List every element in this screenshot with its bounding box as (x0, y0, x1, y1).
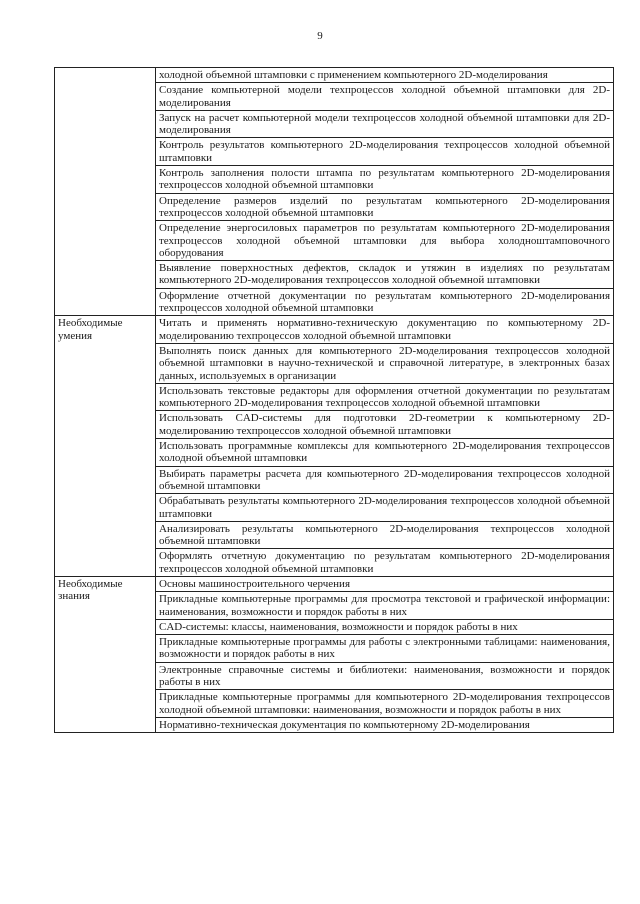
requirement-text: Создание компьютерной модели техпроцессов холодной объемной штамповки для 2D-моделирования (159, 84, 610, 109)
requirement-text: холодной объемной штамповки с применением компьютерного 2D-моделирования (159, 69, 548, 81)
requirement-text: Выбирать параметры расчета для компьютерного 2D-моделирования техпроцессов холодной объемной штамповки (159, 467, 610, 492)
requirement-item (156, 166, 614, 194)
requirement-item (156, 439, 614, 467)
page-number: 9 (317, 30, 323, 42)
requirement-text: Прикладные компьютерные программы для просмотра текстовой и графической информации: наименования, возможности и порядок работы в них (159, 593, 610, 618)
requirement-item (156, 549, 614, 577)
table-row (55, 316, 614, 344)
requirement-text: CAD-системы: классы, наименования, возможности и порядок работы в них (159, 620, 518, 633)
requirement-item (156, 221, 614, 261)
requirement-text: Электронные справочные системы и библиотеки: наименования, возможности и порядок работы в них (159, 663, 610, 689)
requirement-text: Оформлять отчетную документацию по результатам компьютерного 2D-моделирования техпроцессов холодной объемной штамповки (159, 550, 610, 575)
requirement-text: Использовать текстовые редакторы для оформления отчетной документации по результатам компьютерного 2D-моделирования техпроцессов холодной объемной штамповки (159, 384, 610, 410)
skills-section-label: Необходимые умения (55, 316, 156, 577)
requirement-item (156, 83, 614, 111)
requirement-item (156, 494, 614, 522)
requirement-item (156, 592, 614, 620)
requirement-item (156, 261, 614, 289)
requirement-text: Выявление поверхностных дефектов, складок и утяжин в изделиях по результатам компьютерного 2D-моделирования техпроцессов холодной объемной штамповки (159, 262, 610, 287)
requirement-text: Выполнять поиск данных для компьютерного 2D-моделирования техпроцессов холодной объемной штамповки в научно-технической и справочной литературе, в электронных базах данных, используемых в организации (159, 344, 610, 382)
knowledge-section-label: Необходимые знания (55, 576, 156, 732)
requirement-item (156, 343, 614, 383)
requirement-item (156, 466, 614, 494)
requirement-text: Использовать программные комплексы для компьютерного 2D-моделирования техпроцессов холодной объемной штамповки (159, 440, 610, 465)
requirement-text: Обрабатывать результаты компьютерного 2D-моделирования техпроцессов холодной объемной штамповки (159, 495, 610, 520)
requirement-text: Использовать CAD-системы для подготовки 2D-геометрии к компьютерному 2D-моделированию техпроцессов холодной объемной штамповки (159, 412, 610, 437)
requirement-text: Читать и применять нормативно-техническую документацию по компьютерному 2D-моделированию техпроцессов холодной объемной штамповки (159, 317, 610, 342)
table-row (55, 68, 614, 83)
requirement-item (156, 411, 614, 439)
requirement-item (156, 635, 614, 663)
requirement-item (156, 193, 614, 221)
requirements-table (54, 67, 614, 733)
requirement-item (156, 138, 614, 166)
requirement-text: Прикладные компьютерные программы для компьютерного 2D-моделирования техпроцессов холодной объемной штамповки: наименования, возможности и порядок работы в них (159, 691, 610, 716)
requirement-text: Определение размеров изделий по результатам компьютерного 2D-моделирования техпроцессов холодной объемной штамповки (159, 194, 610, 219)
table-body (55, 68, 614, 733)
requirement-item (156, 383, 614, 411)
requirement-item (156, 717, 614, 732)
requirement-item (156, 690, 614, 718)
requirement-item (156, 68, 614, 83)
requirement-text: Контроль результатов компьютерного 2D-моделирования техпроцессов холодной объемной штамповки (159, 139, 610, 164)
requirement-item (156, 288, 614, 316)
continued-section-label (55, 68, 156, 316)
requirement-item (156, 110, 614, 138)
requirement-item (156, 521, 614, 549)
requirement-text: Определение энергосиловых параметров по результатам компьютерного 2D-моделирования техпроцессов холодной объемной штамповки для выбора холодноштамповочного оборудования (159, 222, 610, 259)
requirement-item (156, 316, 614, 344)
requirement-text: Анализировать результаты компьютерного 2D-моделирования техпроцессов холодной объемной штамповки (159, 522, 610, 548)
requirement-text: Запуск на расчет компьютерной модели техпроцессов холодной объемной штамповки для 2D-моделирования (159, 111, 610, 137)
requirement-item (156, 576, 614, 591)
requirement-item (156, 619, 614, 634)
requirement-text: Нормативно-техническая документация по компьютерному 2D-моделирования (159, 718, 530, 731)
requirement-item (156, 662, 614, 690)
table-row (55, 576, 614, 591)
requirement-text: Прикладные компьютерные программы для работы с электронными таблицами: наименования, возможности и порядок работы в них (159, 636, 610, 661)
requirement-text: Основы машиностроительного черчения (159, 577, 351, 590)
requirement-text: Контроль заполнения полости штампа по результатам компьютерного 2D-моделирования техпроцессов холодной объемной штамповки (159, 167, 610, 192)
requirement-text: Оформление отчетной документации по результатам компьютерного 2D-моделирования техпроцессов холодной объемной штамповки (159, 289, 610, 315)
